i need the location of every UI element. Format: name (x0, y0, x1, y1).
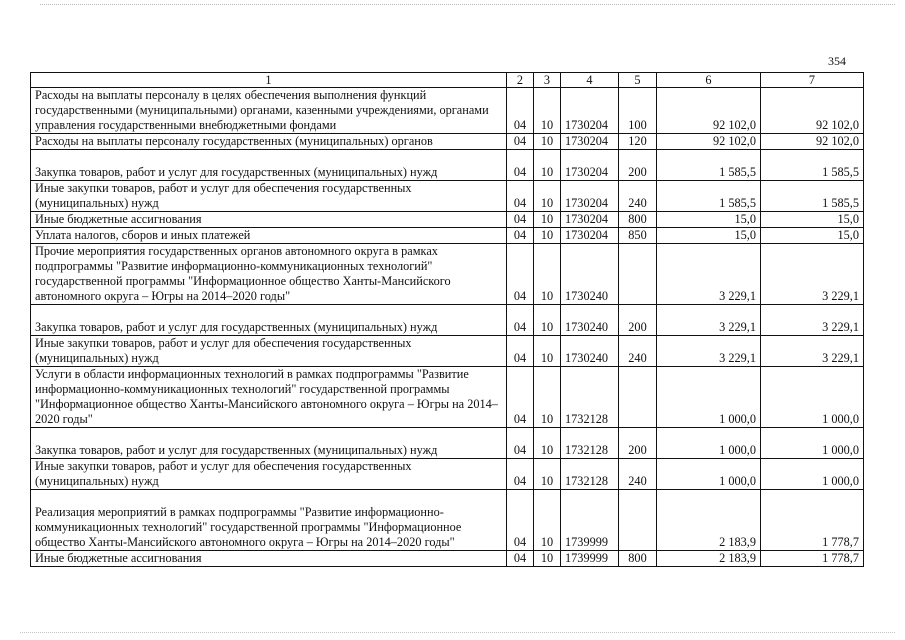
column-header: 4 (561, 73, 619, 88)
row-name: Услуги в области информационных технологий в рамках подпрограммы "Развитие информационно-коммуникационных технологий" государственной программы "Информационное общество Ханты-Мансийского автономного округа – Югры на 2014–2020 годы" (31, 367, 507, 428)
table-row (31, 181, 864, 212)
table-row (31, 150, 864, 181)
row-sum-2: 1 585,5 (761, 150, 864, 181)
column-header: 5 (619, 73, 657, 88)
row-podrazdel: 10 (534, 428, 561, 459)
row-target-code: 1730240 (561, 244, 619, 305)
row-razdel: 04 (507, 336, 534, 367)
column-header: 6 (657, 73, 761, 88)
row-sum-1: 15,0 (657, 212, 761, 228)
row-sum-2: 1 778,7 (761, 551, 864, 567)
row-expense-type: 120 (619, 134, 657, 150)
row-target-code: 1732128 (561, 459, 619, 490)
row-sum-2: 92 102,0 (761, 134, 864, 150)
row-expense-type: 240 (619, 459, 657, 490)
row-expense-type: 800 (619, 551, 657, 567)
row-sum-2: 15,0 (761, 212, 864, 228)
table-row (31, 88, 864, 134)
row-name: Иные закупки товаров, работ и услуг для обеспечения государственных (муниципальных) нужд (31, 336, 507, 367)
row-target-code: 1730240 (561, 336, 619, 367)
row-sum-1: 15,0 (657, 228, 761, 244)
row-name: Иные бюджетные ассигнования (31, 212, 507, 228)
row-razdel: 04 (507, 305, 534, 336)
budget-table (30, 72, 864, 567)
row-expense-type: 800 (619, 212, 657, 228)
row-podrazdel: 10 (534, 228, 561, 244)
row-razdel: 04 (507, 367, 534, 428)
column-header: 3 (534, 73, 561, 88)
page-number: 354 (828, 54, 846, 68)
row-target-code: 1732128 (561, 428, 619, 459)
row-name: Иные бюджетные ассигнования (31, 551, 507, 567)
row-sum-1: 1 000,0 (657, 367, 761, 428)
table-row (31, 551, 864, 567)
row-expense-type: 200 (619, 150, 657, 181)
row-sum-1: 1 000,0 (657, 459, 761, 490)
row-name: Уплата налогов, сборов и иных платежей (31, 228, 507, 244)
row-podrazdel: 10 (534, 336, 561, 367)
row-target-code: 1730204 (561, 150, 619, 181)
row-razdel: 04 (507, 150, 534, 181)
row-expense-type: 240 (619, 336, 657, 367)
row-name: Иные закупки товаров, работ и услуг для обеспечения государственных (муниципальных) нужд (31, 181, 507, 212)
scan-artifact-top (40, 4, 895, 5)
row-razdel: 04 (507, 244, 534, 305)
row-sum-2: 1 778,7 (761, 490, 864, 551)
row-razdel: 04 (507, 181, 534, 212)
row-name: Закупка товаров, работ и услуг для государственных (муниципальных) нужд (31, 150, 507, 181)
row-target-code: 1730204 (561, 88, 619, 134)
row-sum-2: 1 000,0 (761, 459, 864, 490)
row-target-code: 1730204 (561, 212, 619, 228)
row-target-code: 1732128 (561, 367, 619, 428)
row-razdel: 04 (507, 490, 534, 551)
row-razdel: 04 (507, 134, 534, 150)
row-podrazdel: 10 (534, 212, 561, 228)
row-target-code: 1730204 (561, 134, 619, 150)
row-sum-1: 92 102,0 (657, 134, 761, 150)
row-sum-2: 3 229,1 (761, 336, 864, 367)
row-name: Реализация мероприятий в рамках подпрограммы "Развитие информационно-коммуникационных технологий" государственной программы "Информационное общество Ханты-Мансийского автономного округа – Югры на 2014–2020 годы" (31, 490, 507, 551)
row-podrazdel: 10 (534, 244, 561, 305)
row-expense-type (619, 367, 657, 428)
row-target-code: 1730204 (561, 228, 619, 244)
row-sum-2: 3 229,1 (761, 244, 864, 305)
row-expense-type: 100 (619, 88, 657, 134)
table-row (31, 228, 864, 244)
row-razdel: 04 (507, 459, 534, 490)
table-row (31, 367, 864, 428)
row-podrazdel: 10 (534, 305, 561, 336)
row-podrazdel: 10 (534, 459, 561, 490)
column-header: 2 (507, 73, 534, 88)
table-row (31, 305, 864, 336)
row-sum-1: 1 585,5 (657, 150, 761, 181)
row-expense-type (619, 244, 657, 305)
row-expense-type: 240 (619, 181, 657, 212)
table-row (31, 212, 864, 228)
row-name: Иные закупки товаров, работ и услуг для обеспечения государственных (муниципальных) нужд (31, 459, 507, 490)
row-sum-2: 1 000,0 (761, 428, 864, 459)
row-name: Закупка товаров, работ и услуг для государственных (муниципальных) нужд (31, 428, 507, 459)
row-sum-1: 1 000,0 (657, 428, 761, 459)
row-sum-2: 92 102,0 (761, 88, 864, 134)
column-header: 1 (31, 73, 507, 88)
row-expense-type: 200 (619, 428, 657, 459)
row-razdel: 04 (507, 212, 534, 228)
table-row (31, 428, 864, 459)
table-row (31, 459, 864, 490)
row-target-code: 1739999 (561, 551, 619, 567)
column-header: 7 (761, 73, 864, 88)
row-sum-2: 1 000,0 (761, 367, 864, 428)
row-razdel: 04 (507, 228, 534, 244)
row-podrazdel: 10 (534, 88, 561, 134)
table-row (31, 336, 864, 367)
row-name: Расходы на выплаты персоналу в целях обеспечения выполнения функций государственными (муниципальными) органами, казенными учреждениями, органами управления государственными внебюджетными фондами (31, 88, 507, 134)
row-podrazdel: 10 (534, 367, 561, 428)
row-sum-1: 3 229,1 (657, 244, 761, 305)
row-podrazdel: 10 (534, 134, 561, 150)
row-sum-1: 1 585,5 (657, 181, 761, 212)
table-row (31, 490, 864, 551)
row-podrazdel: 10 (534, 181, 561, 212)
row-razdel: 04 (507, 428, 534, 459)
row-sum-1: 2 183,9 (657, 551, 761, 567)
row-target-code: 1730204 (561, 181, 619, 212)
row-name: Закупка товаров, работ и услуг для государственных (муниципальных) нужд (31, 305, 507, 336)
scan-artifact-bottom (20, 632, 895, 633)
table-header-row (31, 73, 864, 88)
row-razdel: 04 (507, 88, 534, 134)
row-name: Прочие мероприятия государственных органов автономного округа в рамках подпрограммы "Развитие информационно-коммуникационных технологий" государственной программы "Информационное общество Ханты-Мансийского автономного округа – Югры на 2014–2020 годы" (31, 244, 507, 305)
row-name: Расходы на выплаты персоналу государственных (муниципальных) органов (31, 134, 507, 150)
row-sum-1: 92 102,0 (657, 88, 761, 134)
row-target-code: 1730240 (561, 305, 619, 336)
row-sum-1: 3 229,1 (657, 305, 761, 336)
row-expense-type (619, 490, 657, 551)
row-sum-1: 3 229,1 (657, 336, 761, 367)
table-row (31, 244, 864, 305)
row-expense-type: 850 (619, 228, 657, 244)
row-sum-2: 1 585,5 (761, 181, 864, 212)
row-target-code: 1739999 (561, 490, 619, 551)
row-expense-type: 200 (619, 305, 657, 336)
table-row (31, 134, 864, 150)
row-podrazdel: 10 (534, 551, 561, 567)
row-podrazdel: 10 (534, 150, 561, 181)
row-razdel: 04 (507, 551, 534, 567)
row-sum-1: 2 183,9 (657, 490, 761, 551)
row-sum-2: 15,0 (761, 228, 864, 244)
row-podrazdel: 10 (534, 490, 561, 551)
row-sum-2: 3 229,1 (761, 305, 864, 336)
